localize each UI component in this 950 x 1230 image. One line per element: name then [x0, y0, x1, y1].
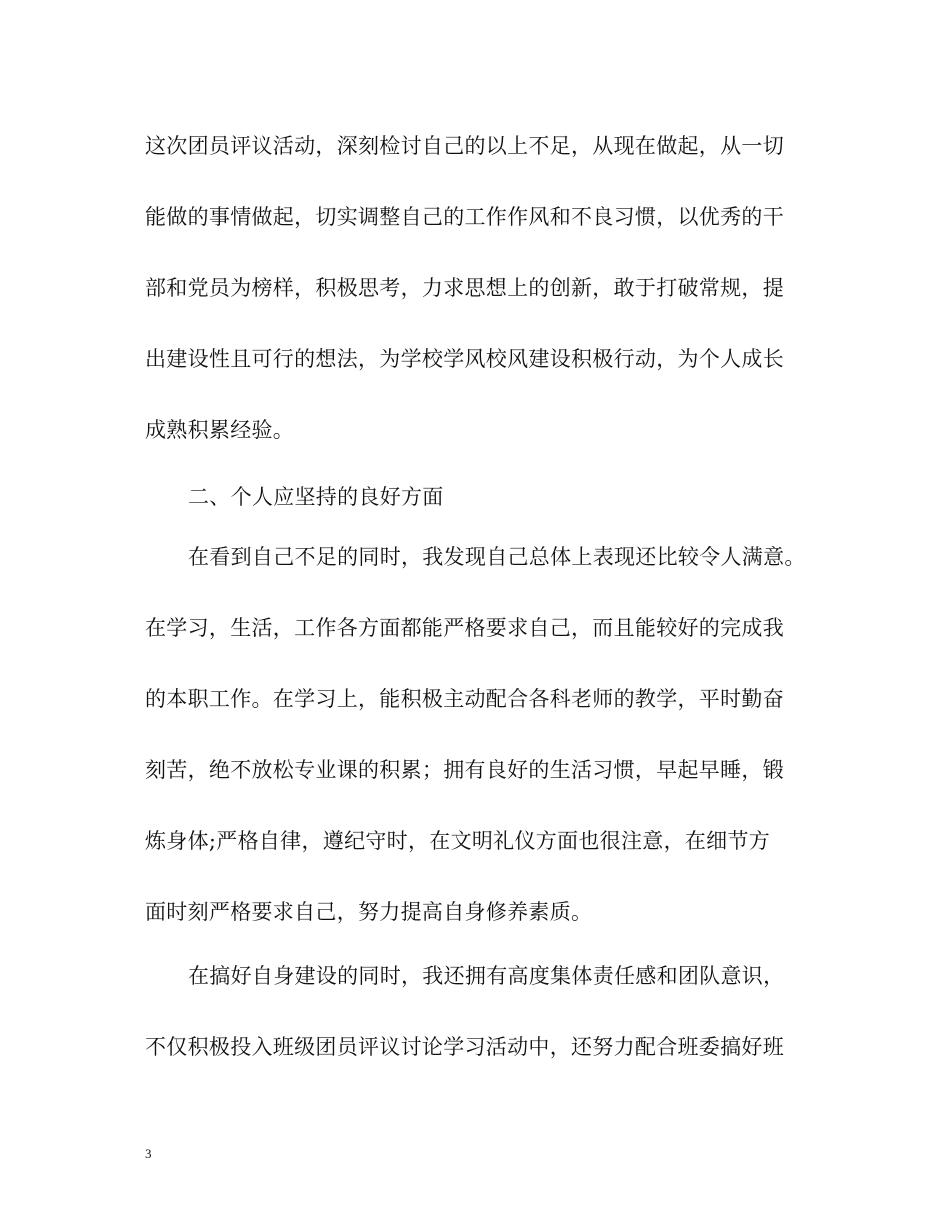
body-text-line: 能做的事情做起，切实调整自己的工作作风和不良习惯，以优秀的干: [145, 205, 784, 229]
body-text-line: 面时刻严格要求自己，努力提高自身修养素质。: [145, 900, 593, 924]
paragraph-first-line: 在看到自己不足的同时，我发现自己总体上表现还比较令人满意。: [188, 545, 806, 569]
section-heading: 二、个人应坚持的良好方面: [188, 485, 444, 509]
body-text-line: 部和党员为榜样，积极思考，力求思想上的创新，敢于打破常规，提: [145, 276, 784, 300]
paragraph-first-line: 在搞好自身建设的同时，我还拥有高度集体责任感和团队意识，: [188, 964, 785, 988]
body-text-line: 这次团员评议活动，深刻检讨自己的以上不足，从现在做起，从一切: [145, 134, 784, 158]
body-text-line: 炼身体;严格自律，遵纪守时，在文明礼仪方面也很注意，在细节方: [145, 829, 771, 853]
body-text-line: 刻苦，绝不放松专业课的积累；拥有良好的生活习惯，早起早睡，锻: [145, 758, 784, 782]
body-text-line: 出建设性且可行的想法，为学校学风校风建设积极行动，为个人成长: [145, 347, 784, 371]
body-text-line: 在学习，生活，工作各方面都能严格要求自己，而且能较好的完成我: [145, 616, 784, 640]
body-text-line: 的本职工作。在学习上，能积极主动配合各科老师的教学，平时勤奋: [145, 687, 784, 711]
body-text-line: 成熟积累经验。: [145, 418, 295, 442]
page-number: 3: [145, 1146, 152, 1161]
body-text-line: 不仅积极投入班级团员评议讨论学习活动中，还努力配合班委搞好班: [145, 1035, 784, 1059]
